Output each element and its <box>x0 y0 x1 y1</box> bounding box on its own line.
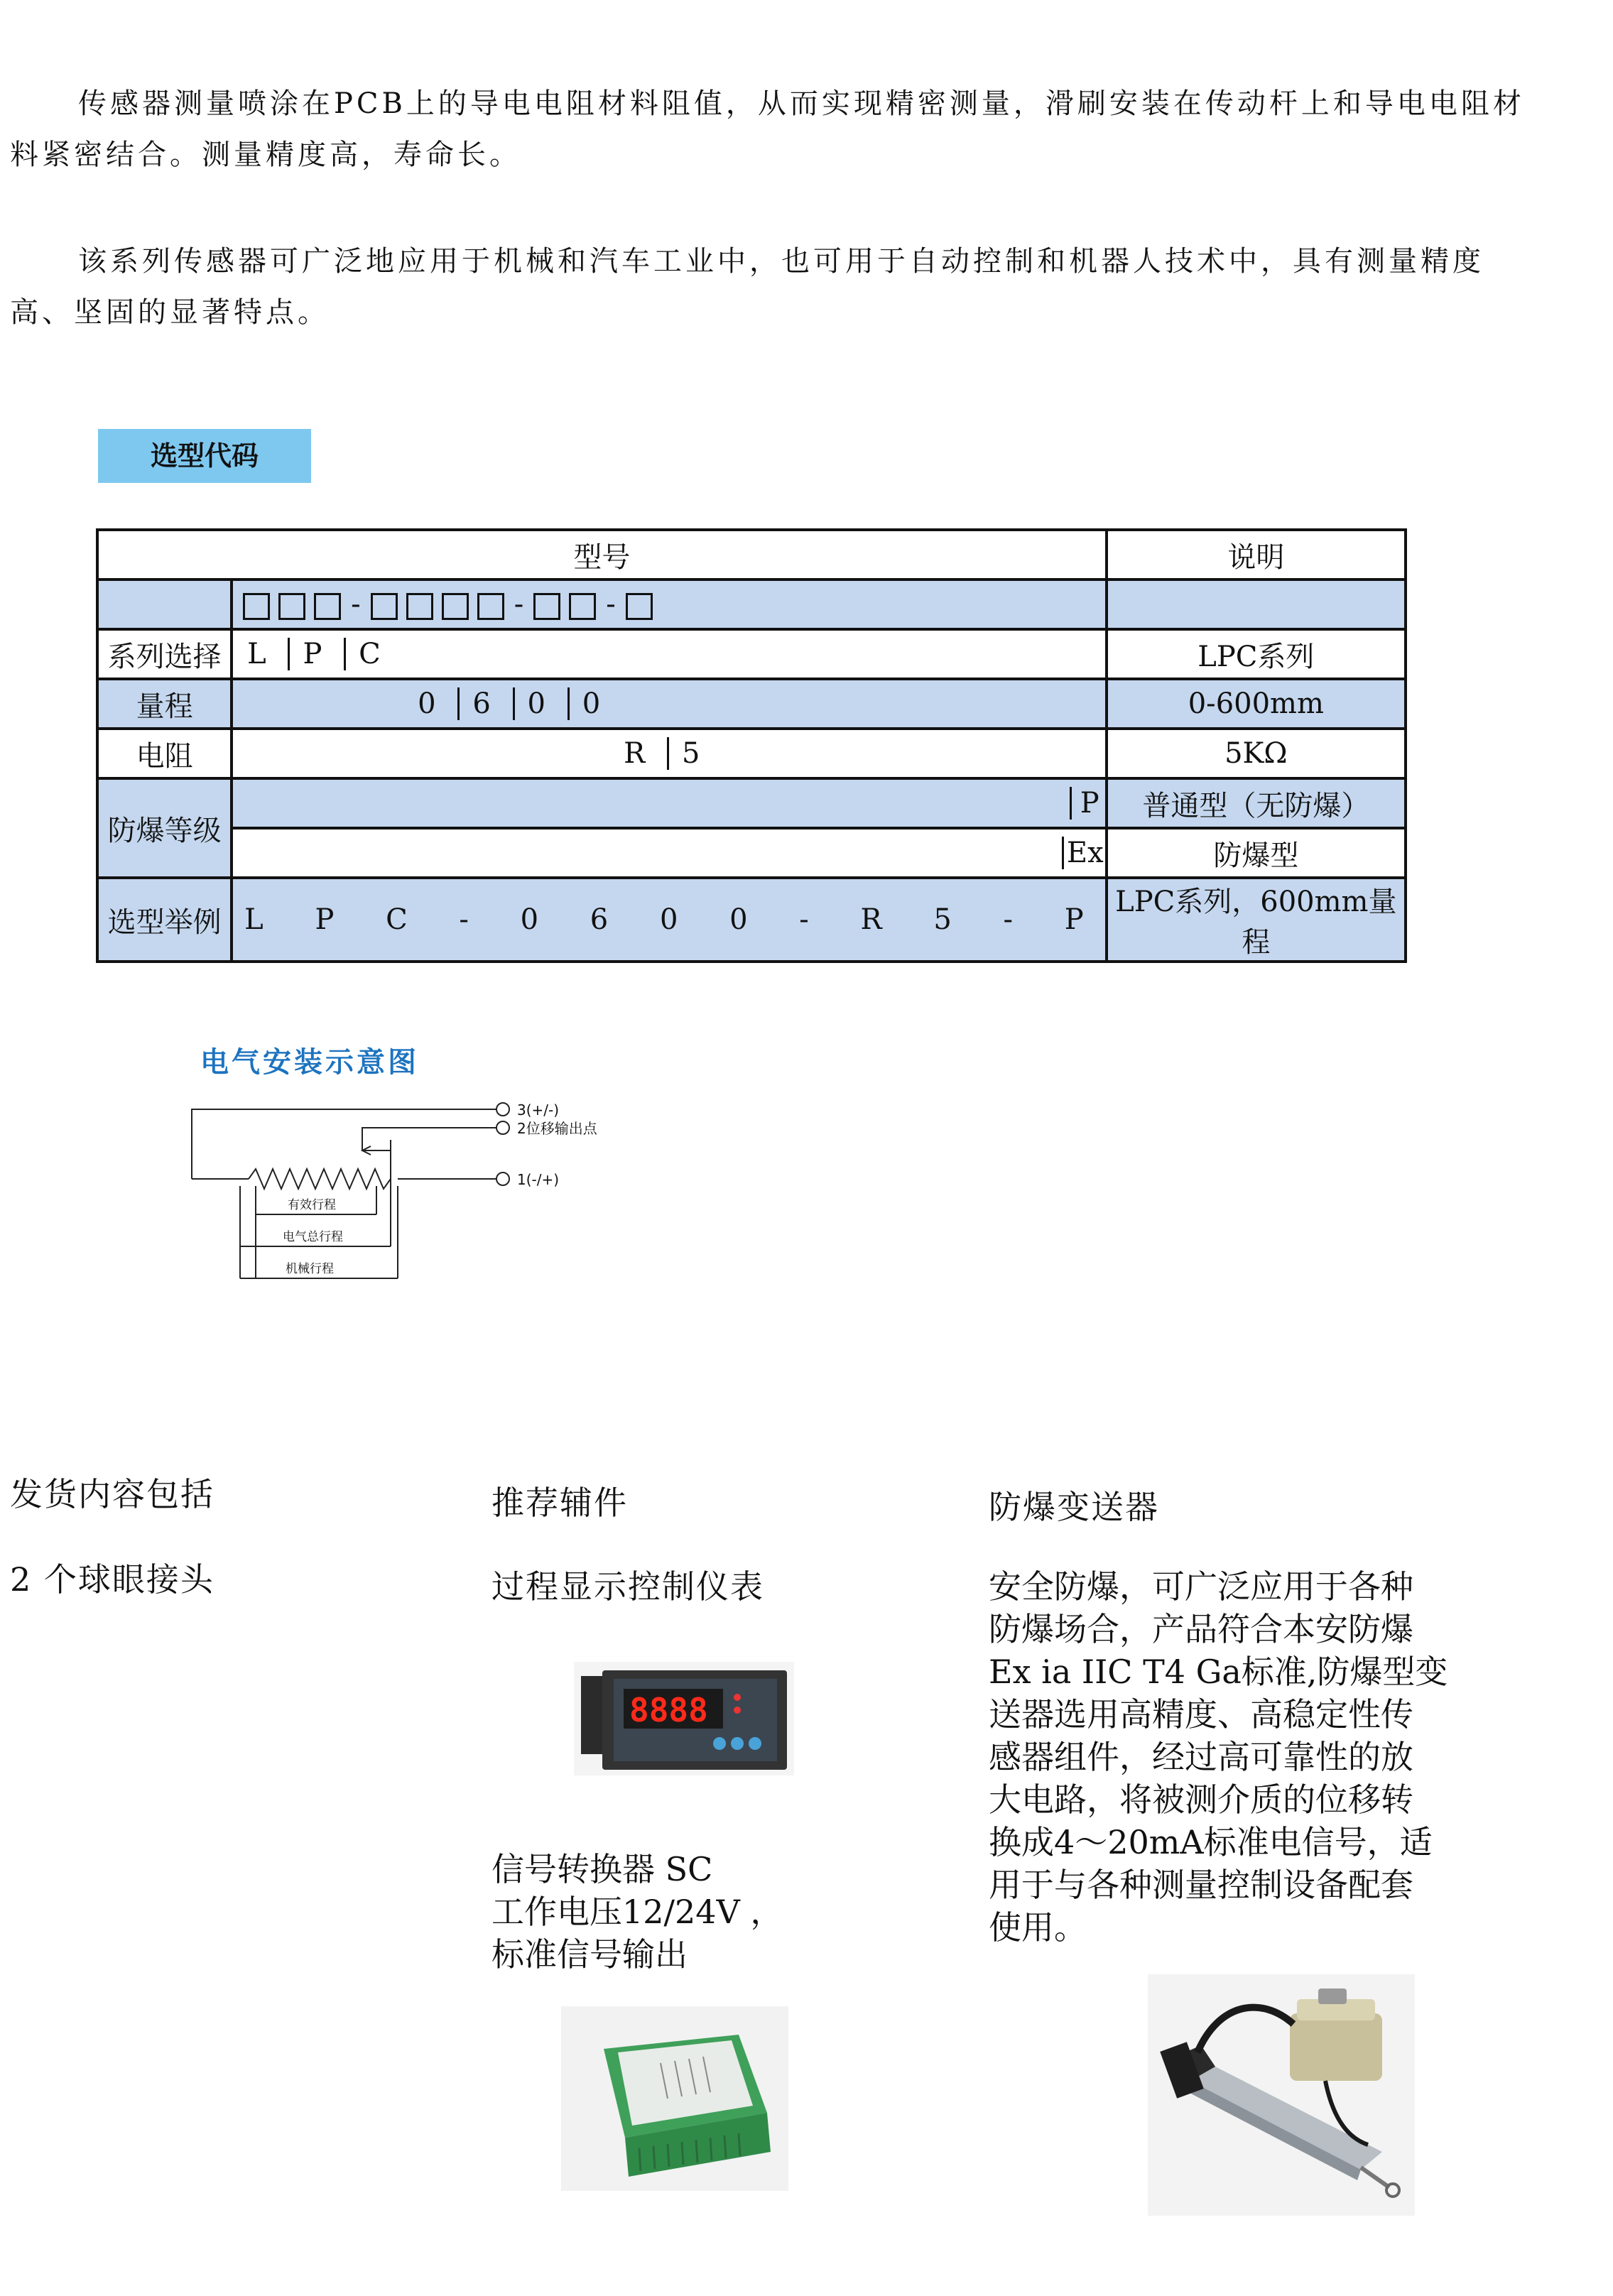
wiring-diagram <box>185 1087 682 1293</box>
explosion-desc-ex: 防爆型 <box>1107 828 1406 878</box>
selection-table <box>96 528 1407 963</box>
ep-line: 使用。 <box>989 1908 1087 1947</box>
explosion-proof-description <box>989 1565 1486 1949</box>
range-label: 量程 <box>97 679 232 729</box>
accessory-item-2 <box>491 1848 783 1976</box>
code-dash: - <box>514 588 524 621</box>
example-desc: LPC系列，600mm量程 <box>1107 878 1406 962</box>
shipping-item: 2 个球眼接头 <box>10 1560 214 1599</box>
table-header-row <box>97 530 1406 580</box>
code-char: P <box>303 638 322 670</box>
pin3-label: 3(+/-) <box>517 1101 560 1119</box>
code-box <box>243 593 270 620</box>
example-row <box>97 878 1406 962</box>
accessory-item-2-line-1: 信号转换器 SC <box>491 1850 713 1888</box>
code-box <box>569 593 596 620</box>
selection-code-tag: 选型代码 <box>98 429 311 483</box>
example-code: L P C - 0 6 0 0 - R 5 - P <box>232 878 1106 962</box>
wire-pin3 <box>192 1109 497 1179</box>
signal-converter-image <box>561 2006 788 2191</box>
ep-line: 送器选用高精度、高稳定性传 <box>989 1695 1413 1734</box>
code-char: P <box>1070 787 1099 820</box>
code-box <box>371 593 398 620</box>
explosion-desc-normal: 普通型（无防爆） <box>1107 778 1406 828</box>
series-row <box>97 629 1406 679</box>
code-char: Ex <box>1062 837 1104 869</box>
resistance-row <box>97 729 1406 778</box>
shipping-heading: 发货内容包括 <box>10 1475 214 1513</box>
header-model: 型号 <box>97 530 1107 580</box>
code-char: 0 <box>418 687 436 720</box>
ep-line: 用于与各种测量控制设备配套 <box>989 1866 1413 1904</box>
code-char: 0 <box>582 687 601 720</box>
panel-meter-image <box>574 1662 794 1775</box>
series-code <box>232 629 1106 679</box>
code-box <box>626 593 653 620</box>
code-template-row <box>97 580 1406 629</box>
template-label-cell <box>97 580 232 629</box>
code-dash: - <box>351 588 361 621</box>
explosion-label: 防爆等级 <box>97 778 232 878</box>
mechanical-stroke-label: 机械行程 <box>286 1262 334 1276</box>
pin2-terminal <box>496 1121 509 1134</box>
series-desc: LPC系列 <box>1107 629 1406 679</box>
effective-stroke-label: 有效行程 <box>288 1198 336 1212</box>
explosion-row-normal <box>97 778 1406 828</box>
intro-text-1: 传感器测量喷涂在PCB上的导电电阻材料阻值，从而实现精密测量，滑刷安装在传动杆上和导电电阻材料紧密结合。测量精度高，寿命长。 <box>10 87 1525 171</box>
resistance-code <box>232 729 1106 778</box>
explosion-code-ex <box>232 828 1106 878</box>
explosion-row-ex <box>97 828 1406 878</box>
pin1-terminal <box>496 1173 509 1185</box>
intro-text-2: 该系列传感器可广泛地应用于机械和汽车工业中，也可用于自动控制和机器人技术中，具有测量精度高、坚固的显著特点。 <box>10 245 1484 329</box>
pin1-label: 1(-/+) <box>517 1171 560 1188</box>
example-label: 选型举例 <box>97 878 232 962</box>
code-char: 6 <box>472 687 491 720</box>
meter-display: 8888 <box>629 1691 708 1729</box>
template-desc-cell <box>1107 580 1406 629</box>
code-char: 5 <box>682 737 700 770</box>
pin3-terminal <box>496 1103 509 1116</box>
code-box <box>314 593 341 620</box>
electrical-stroke-label: 电气总行程 <box>283 1230 343 1244</box>
series-label: 系列选择 <box>97 629 232 679</box>
code-char: R <box>624 737 646 770</box>
accessory-item-2-line-3: 标准信号输出 <box>491 1935 688 1974</box>
ep-line: 大电路，将被测介质的位移转 <box>989 1780 1413 1819</box>
wire-pin2 <box>362 1128 497 1150</box>
code-char: C <box>359 638 381 670</box>
code-box <box>533 593 560 620</box>
ep-line: 感器组件，经过高可靠性的放 <box>989 1738 1413 1776</box>
diagram-title: 电气安装示意图 <box>200 1046 419 1079</box>
code-box <box>442 593 469 620</box>
explosion-code-normal <box>232 778 1106 828</box>
range-desc: 0-600mm <box>1107 679 1406 729</box>
header-desc: 说明 <box>1107 530 1406 580</box>
code-box <box>406 593 433 620</box>
ep-line: 换成4～20mA标准电信号，适 <box>989 1823 1433 1861</box>
resistor-icon <box>249 1169 391 1189</box>
ep-line: Ex ia IIC T4 Ga标准,防爆型变 <box>989 1653 1448 1691</box>
accessory-item-2-line-2: 工作电压12/24V ， <box>491 1893 783 1931</box>
intro-paragraph-2 <box>10 236 1537 338</box>
intro-paragraph-1 <box>10 78 1537 180</box>
range-row <box>97 679 1406 729</box>
ep-line: 防爆场合，产品符合本安防爆 <box>989 1610 1413 1648</box>
resistance-label: 电阻 <box>97 729 232 778</box>
code-box <box>278 593 305 620</box>
explosion-proof-heading: 防爆变送器 <box>989 1488 1159 1526</box>
code-box <box>477 593 504 620</box>
explosion-proof-transmitter-image <box>1148 1974 1415 2216</box>
code-char: 0 <box>527 687 545 720</box>
code-dash: - <box>606 588 616 621</box>
pin2-label: 2位移输出点 <box>517 1120 597 1137</box>
range-code <box>232 679 1106 729</box>
code-template <box>232 580 1106 629</box>
accessory-item-1: 过程显示控制仪表 <box>491 1567 764 1606</box>
ep-line: 安全防爆，可广泛应用于各种 <box>989 1567 1413 1606</box>
resistance-desc: 5KΩ <box>1107 729 1406 778</box>
accessories-heading: 推荐辅件 <box>491 1484 628 1522</box>
code-char: L <box>247 638 266 670</box>
